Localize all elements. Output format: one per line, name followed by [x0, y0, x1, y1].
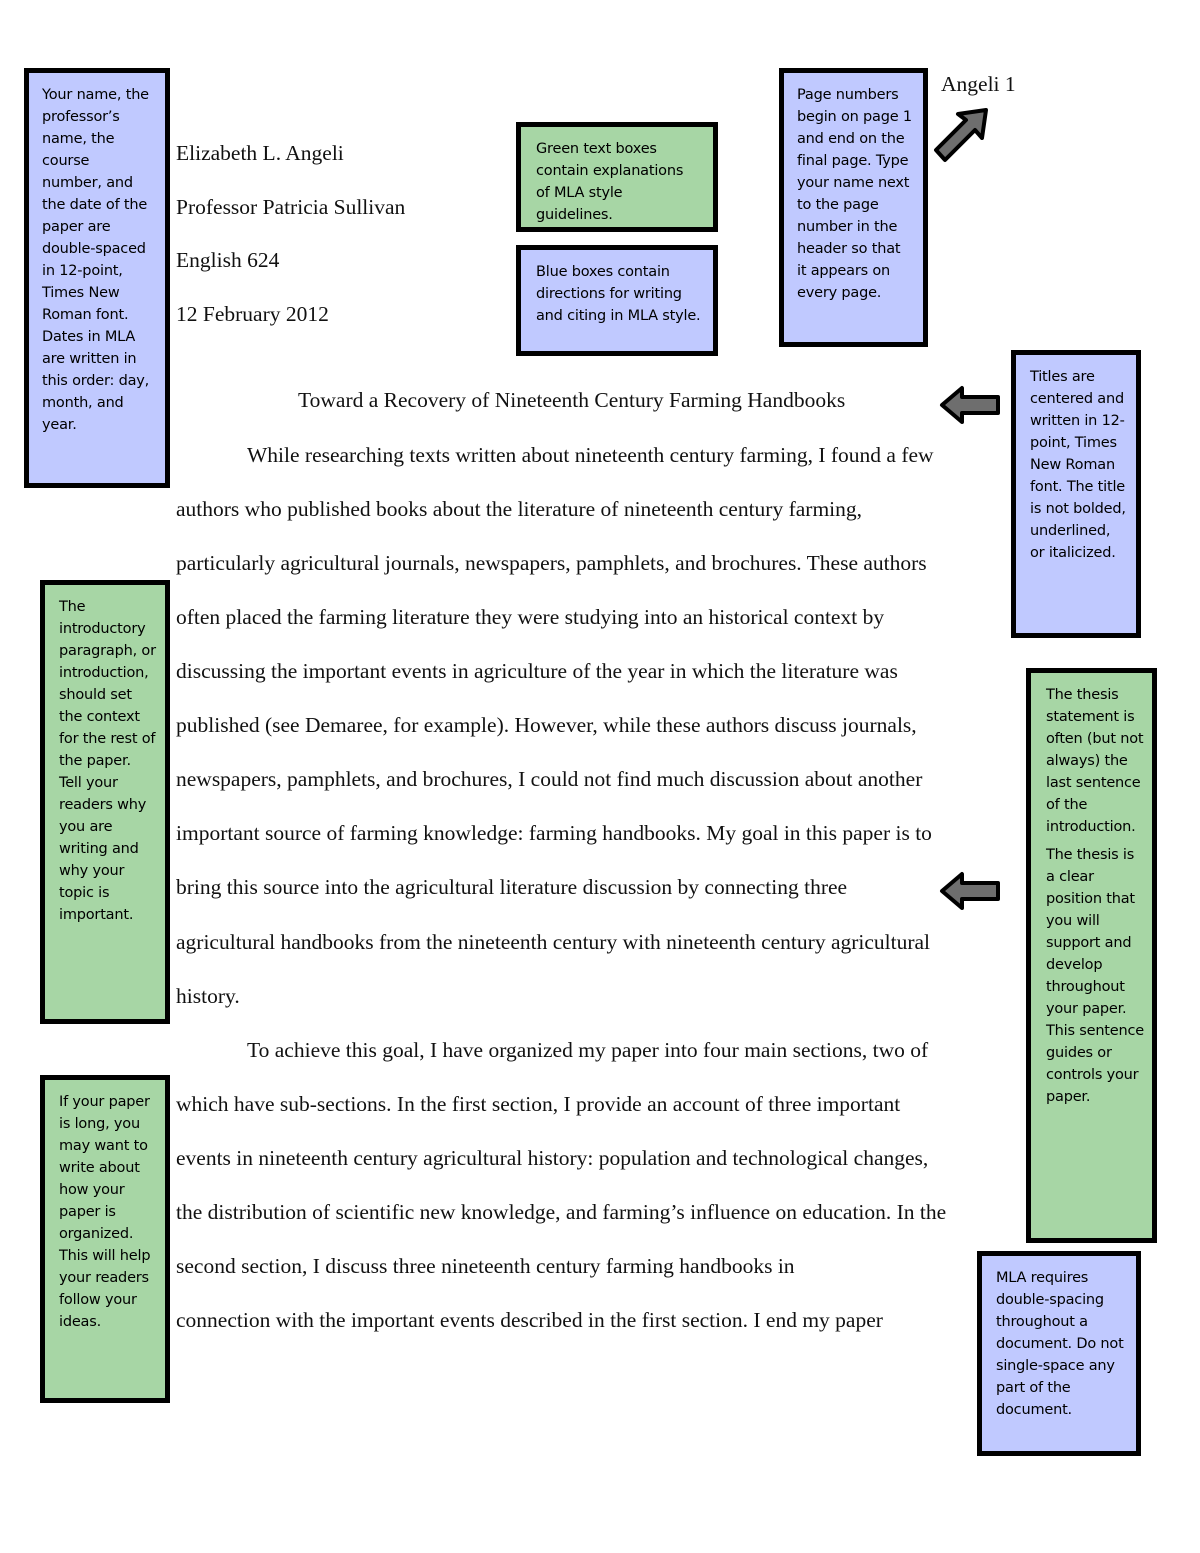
running-head: Angeli 1 [941, 72, 1016, 96]
body-line: history. [176, 984, 240, 1008]
heading-course: English 624 [176, 248, 280, 272]
body-line: authors who published books about the literature of nineteenth century farming, [176, 497, 863, 521]
note-titles [1011, 350, 1141, 638]
note-text: Green text boxes contain explanations of MLA style guidelines. [536, 141, 684, 223]
heading-professor: Professor Patricia Sullivan [176, 195, 406, 219]
note-text: The thesis statement is often (but not always) the last sentence of the introduction. [1046, 687, 1144, 835]
body-line: second section, I discuss three nineteenth century farming handbooks in [176, 1254, 795, 1278]
note-green-legend [516, 122, 718, 232]
note-text: Titles are centered and written in 12-point, Times New Roman font. The title is not bolded, underlined, or italicized. [1030, 369, 1126, 561]
body-line: the distribution of scientific new knowledge, and farming’s influence on education. In the [176, 1200, 947, 1224]
body-line: important source of farming knowledge: farming handbooks. My goal in this paper is to [176, 821, 932, 845]
body-line: connection with the important events described in the first section. I end my paper [176, 1308, 883, 1332]
body-line: published (see Demaree, for example). However, while these authors discuss journals, [176, 713, 917, 737]
note-page-numbers [779, 68, 928, 347]
arrow-left-icon [938, 384, 1002, 426]
note-text: Page numbers begin on page 1 and end on the final page. Type your name next to the page number in the header so that it appears on every page. [797, 87, 912, 301]
heading-student-name: Elizabeth L. Angeli [176, 141, 344, 165]
body-line: events in nineteenth century agricultural history: population and technological changes, [176, 1146, 929, 1170]
note-text: Your name, the professor’s name, the course number, and the date of the paper are double-spaced in 12-point, Times New Roman font. Dates in MLA are written in this order: day, month, and year. [42, 87, 150, 433]
body-line: newspapers, pamphlets, and brochures, I could not find much discussion about another [176, 767, 923, 791]
note-text: If your paper is long, you may want to write about how your paper is organized. This will help your readers follow your ideas. [59, 1094, 151, 1330]
note-blue-legend [516, 245, 718, 356]
note-text: MLA requires double-spacing throughout a document. Do not single-space any part of the document. [996, 1270, 1124, 1418]
body-line: often placed the farming literature they were studying into an historical context by [176, 605, 885, 629]
body-line: discussing the important events in agriculture of the year in which the literature was [176, 659, 898, 683]
note-text: The introductory paragraph, or introduction, should set the context for the rest of the paper. Tell your readers why you are writing and why your topic is important. [59, 599, 156, 923]
paper-title: Toward a Recovery of Nineteenth Century Farming Handbooks [298, 388, 846, 412]
body-line: agricultural handbooks from the nineteenth century with nineteenth century agricultural [176, 930, 931, 954]
arrow-up-right-icon [930, 104, 992, 164]
note-double-spacing [977, 1251, 1141, 1456]
note-organization [40, 1075, 170, 1403]
note-introduction [40, 580, 170, 1024]
note-text: Blue boxes contain directions for writing and citing in MLA style. [536, 264, 701, 324]
body-line: which have sub-sections. In the first section, I provide an account of three important [176, 1092, 901, 1116]
arrow-left-icon [938, 870, 1002, 912]
body-line: To achieve this goal, I have organized my paper into four main sections, two of [247, 1038, 929, 1062]
body-line: While researching texts written about nineteenth century farming, I found a few [247, 443, 934, 467]
heading-date: 12 February 2012 [176, 302, 329, 326]
note-heading-format [24, 68, 170, 488]
body-line: bring this source into the agricultural literature discussion by connecting three [176, 875, 848, 899]
note-text: The thesis is a clear position that you will support and develop throughout your paper. This sentence guides or controls your paper. [1046, 847, 1144, 1105]
note-thesis [1026, 668, 1157, 1243]
body-line: particularly agricultural journals, newspapers, pamphlets, and brochures. These authors [176, 551, 927, 575]
